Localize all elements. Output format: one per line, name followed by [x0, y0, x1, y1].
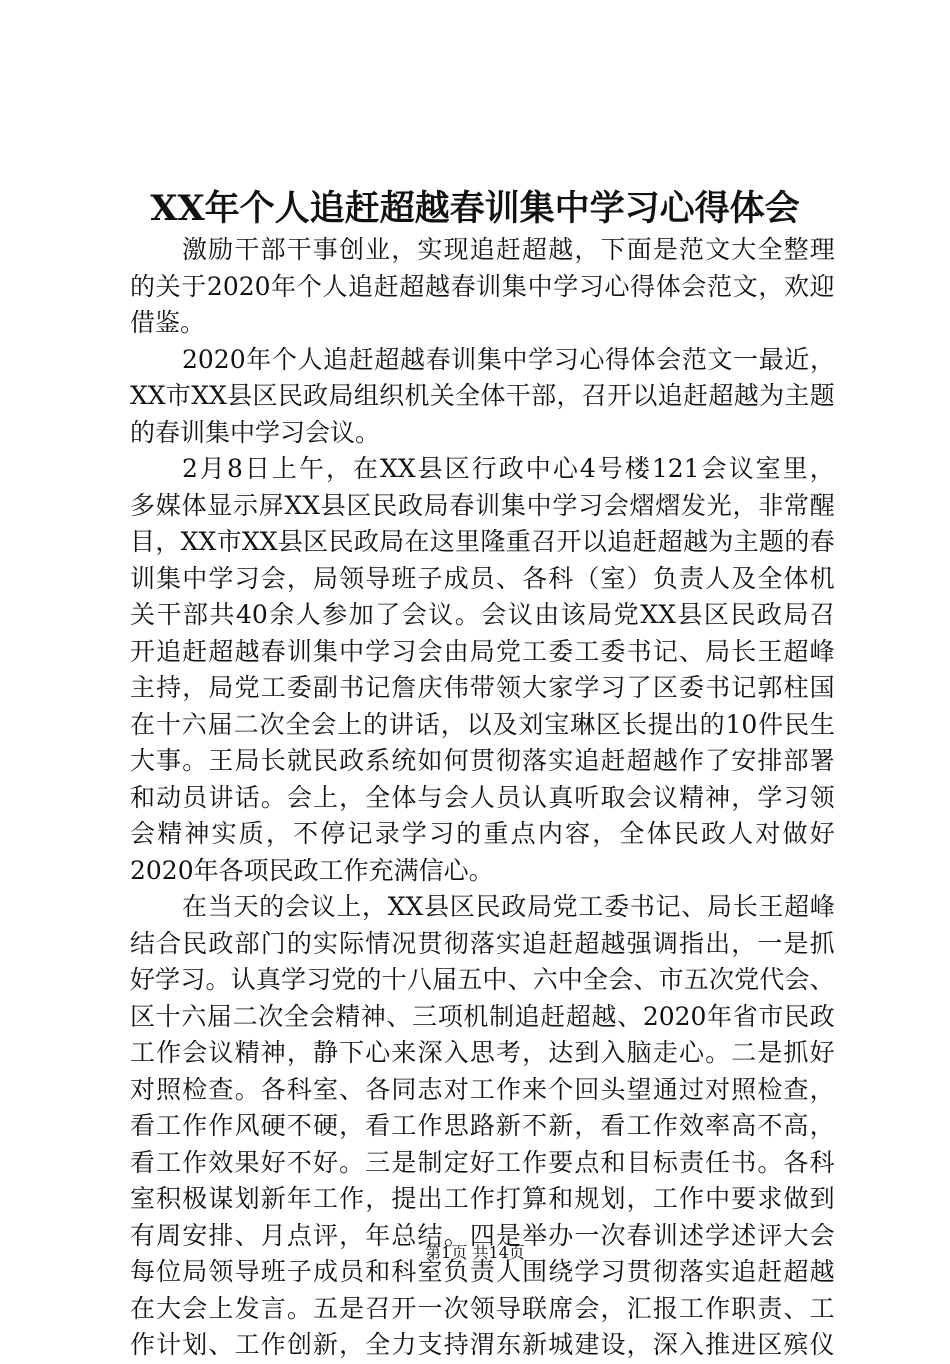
- text-line: 在 大 会 上 发 言 。 五 是 召 开 一 次 领 导 联 席 会 ， 汇 报 工 作 职 责 、 工: [130, 1293, 835, 1323]
- text-line: 区 十 六 届 二 次 全 会 精 神 、 三 项 机 制 追 赶 超 越 、 2020 年 省 市 民 政: [130, 1001, 835, 1031]
- text-line: 看 工 作 作 风 硬 不 硬 ， 看 工 作 思 路 新 不 新 ， 看 工 作 效 率 高 不 高 ，: [130, 1111, 835, 1140]
- text-line: 每 位 局 领 导 班 子 成 员 和 科 室 负 责 人 围 绕 学 习 贯 彻 落 实 追 赶 超 越: [130, 1257, 835, 1286]
- document-title: XX年个人追赶超越春训集中学习心得体会: [150, 188, 800, 229]
- text-line: XX 市 XX 县 区 民 政 局 组 织 机 关 全 体 干 部 ， 召 开 以 追 赶 超 越 为 主 题: [130, 381, 835, 410]
- page-footer: 第1页 共14页: [425, 1243, 525, 1262]
- text-line: 开 追 赶 超 越 春 训 集 中 学 习 会 由 局 党 工 委 工 委 书 记 、 局 长 王 超 峰: [130, 636, 835, 666]
- text-line: 主 持 ， 局 党 工 委 副 书 记 詹 庆 伟 带 领 大 家 学 习 了 区 委 书 记 郭 柱 国: [130, 673, 835, 702]
- text-line: 的春训集中学习会议。: [130, 417, 381, 447]
- text-line: 在 十 六 届 二 次 全 会 上 的 讲 话 ， 以 及 刘 宝 琳 区 长 提 出 的 10 件 民 生: [130, 709, 835, 739]
- text-line: 和 动 员 讲 话 。 会 上 ， 全 体 与 会 人 员 认 真 听 取 会 议 精 神 ， 学 习 领: [130, 782, 835, 812]
- text-line: 目 ， XX 市 XX 县 区 民 政 局 在 这 里 隆 重 召 开 以 追 赶 超 越 为 主 题 的 春: [130, 527, 835, 556]
- document-body: [130, 232, 835, 1364]
- text-line: 对 照 检 查 。 各 科 室 、 各 同 志 对 工 作 来 个 回 头 望 通 过 对 照 检 查 ，: [130, 1074, 835, 1104]
- text-line: 借鉴。: [130, 308, 206, 337]
- text-line: 室 积 极 谋 划 新 年 工 作 ， 提 出 工 作 打 算 和 规 划 ， 工 作 中 要 求 做 到: [130, 1184, 835, 1213]
- text-line: 2 月 8 日 上 午 ， 在 XX 县 区 行 政 中 心 4 号 楼 121 会 议 室 里 ，: [182, 454, 835, 483]
- text-line: 2020年各项民政工作充满信心。: [130, 855, 494, 885]
- text-line: 的 关 于 2020 年 个 人 追 赶 超 越 春 训 集 中 学 习 心 得 体 会 范 文 ， 欢 迎: [130, 271, 835, 301]
- text-line: 激 励 干 部 干 事 创 业 ， 实 现 追 赶 超 越 ， 下 面 是 范 文 大 全 整 理: [182, 235, 835, 264]
- text-line: 作 计 划 、 工 作 创 新 ， 全 力 支 持 渭 东 新 城 建 设 ， 深 入 推 进 区 殡 仪: [130, 1330, 835, 1359]
- text-line: 大 事 。 王 局 长 就 民 政 系 统 如 何 贯 彻 落 实 追 赶 超 越 作 了 安 排 部 署: [130, 746, 835, 775]
- text-line: 训 集 中 学 习 会 ， 局 领 导 班 子 成 员 、 各 科 （ 室 ） 负 责 人 及 全 体 机: [130, 563, 835, 593]
- text-line: 在 当 天 的 会 议 上 ， XX 县 区 民 政 局 党 工 委 书 记 、 局 长 王 超 峰: [182, 892, 835, 921]
- text-line: 工 作 会 议 精 神 ， 静 下 心 来 深 入 思 考 ， 达 到 入 脑 走 心 。 二 是 抓 好: [130, 1038, 835, 1067]
- text-line: 关 干 部 共 40 余 人 参 加 了 会 议 。 会 议 由 该 局 党 XX 县 区 民 政 局 召: [130, 600, 835, 629]
- text-line: 2020 年 个 人 追 赶 超 越 春 训 集 中 学 习 心 得 体 会 范 文 一 最 近 ，: [182, 344, 835, 374]
- text-line: 看 工 作 效 果 好 不 好 。 三 是 制 定 好 工 作 要 点 和 目 标 责 任 书 。 各 科: [130, 1147, 835, 1177]
- text-line: 有 周 安 排 、 月 点 评 ， 年 总 结 。 四 是 举 办 一 次 春 训 述 学 述 评 大 会: [130, 1220, 835, 1250]
- text-line: 多 媒 体 显 示 屏 XX 县 区 民 政 局 春 训 集 中 学 习 会 熠 熠 发 光 ， 非 常 醒: [130, 490, 835, 520]
- text-line: 结 合 民 政 部 门 的 实 际 情 况 贯 彻 落 实 追 赶 超 越 强 调 指 出 ， 一 是 抓: [130, 928, 835, 958]
- text-line: 好 学 习 。 认 真 学 习 党 的 十 八 届 五 中 、 六 中 全 会 、 市 五 次 党 代 会 、: [130, 965, 835, 994]
- text-line: 会 精 神 实 质 ， 不 停 记 录 学 习 的 重 点 内 容 ， 全 体 民 政 人 对 做 好: [130, 819, 835, 848]
